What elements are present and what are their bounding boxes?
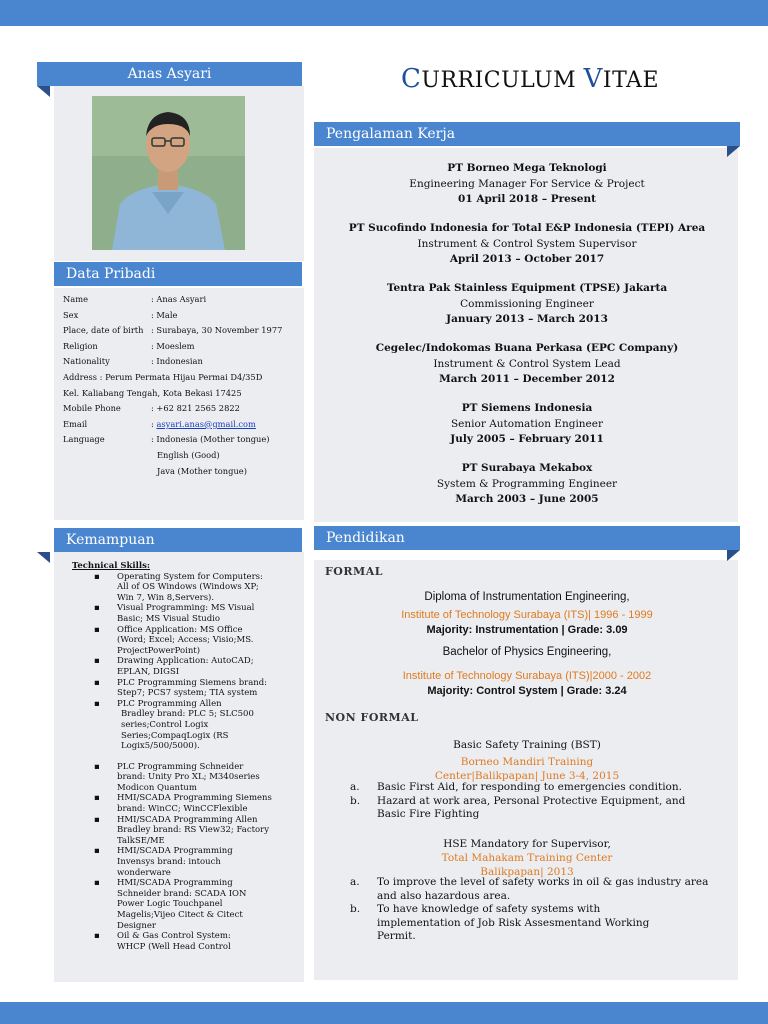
skill-item [62,603,302,624]
skill-line: PLC Programming Schneider [117,761,244,772]
bst-list [350,781,730,822]
skill-line: Magelis;Vijeo Citect & Citect [117,910,243,920]
training-org: Borneo Mandiri Training [460,756,594,768]
experience-item: Tentra Pak Stainless Equipment (TPSE) Jakarta Commissioning Engineer January 2013 – March 2013 [386,282,668,325]
personal-row: Language : Indonesia (Mother tongue) [63,434,270,445]
skill-line: Series;CompaqLogix (RS [121,730,229,741]
training-org: Center|Balikpapan| June 3-4, 2015 [434,770,620,782]
skill-line: HMI/SCADA Programming [117,846,233,857]
bullet-icon: ▪ [94,677,100,688]
experience-item: PT Siemens Indonesia Senior Automation Engineer July 2005 – February 2011 [450,402,604,445]
experience-item: PT Borneo Mega Teknologi Engineering Manager For Service & Project 01 April 2018 – Present [409,162,645,205]
personal-row: Nationality : Indonesian [63,356,203,367]
bullet-icon: ▪ [94,571,100,582]
language-item: Java (Mother tongue) [157,465,247,476]
skill-line: Win 7, Win 8,Servers). [117,592,215,603]
skill-item [62,572,302,604]
skill-line: Office Application: MS Office [117,624,243,635]
skill-line: Modicon Quantum [117,782,197,793]
degree: Diploma of Instrumentation Engineering, [424,591,630,603]
training-org: Balikpapan| 2013 [480,866,574,878]
skill-line: WHCP (Well Head Control [117,941,231,952]
skill-line: HMI/SCADA Programming Allen [117,814,258,825]
institution: Institute of Technology Surabaya (ITS)|2000 - 2002 [402,670,652,682]
skill-line: Oil & Gas Control System: [117,931,231,942]
address-line: Address : Perum Permata Hijau Permai D4/35D [63,372,263,382]
skill-line: PLC Programming Allen [117,698,222,709]
fold-corner [37,262,50,273]
hse-list [350,876,735,944]
training-title: Basic Safety Training (BST) [453,739,601,751]
skill-line: Operating System for Computers: [117,571,263,582]
kemampuan-header: Kemampuan [54,528,302,552]
title-word-2: ITAE [602,68,659,93]
education-item [318,590,736,638]
skill-line: TalkSE/ME [117,835,165,846]
skill-line: Power Logic Touchpanel [117,899,223,910]
skill-item [62,931,302,952]
list-item: b. Hazard at work area, Personal Protective Equipment, and Basic Fire Fighting [350,794,686,820]
data-pribadi-header: Data Pribadi [54,262,302,286]
language-item: English (Good) [157,450,220,460]
title-letter-c: C [401,64,422,94]
title-letter-v: V [583,64,603,94]
skill-line: brand: WinCC; WinCCFlexible [117,804,248,815]
institution: Institute of Technology Surabaya (ITS)| 1996 - 1999 [401,609,653,621]
training-title: HSE Mandatory for Supervisor, [443,838,611,850]
email-link[interactable]: asyari.anas@gmail.com [156,418,256,429]
skill-line: Basic; MS Visual Studio [117,613,220,624]
skill-line: Invensys brand: intouch [117,857,221,868]
name-header: Anas Asyari [37,62,302,86]
skill-line: wonderware [117,867,171,878]
skill-item [62,625,302,657]
personal-info [63,292,298,492]
skill-line: Bradley brand: PLC 5; SLC500 [121,709,254,720]
list-item: a. To improve the level of safety works in oil & gas industry area and also hazardous area. [350,876,709,902]
skills-title: Technical Skills: [72,561,151,571]
personal-row: Religion : Moeslem [63,340,195,351]
skill-item [62,656,302,677]
major: Majority: Instrumentation | Grade: 3.09 [426,624,628,636]
skill-item [62,699,302,752]
personal-row: Mobile Phone : +62 821 2565 2822 [63,403,240,414]
skill-line: ProjectPowerPoint) [117,645,201,656]
skill-line: Designer [117,920,156,931]
skill-line: PLC Programming Siemens brand: [117,677,268,688]
skill-line: Visual Programming: MS Visual [117,603,255,614]
skill-line: HMI/SCADA Programming [117,878,233,889]
personal-row: Sex : Male [63,309,178,320]
skill-line: Bradley brand: RS View32; Factory [117,825,269,836]
skill-item [62,793,302,814]
training-bst [318,738,736,783]
skill-item [62,678,302,699]
fold-corner [37,552,50,563]
top-bar [0,0,768,26]
skill-line: Logix5/500/5000). [121,741,200,752]
profile-photo [92,96,245,250]
education-item [318,645,736,699]
experience-item: Cegelec/Indokomas Buana Perkasa (EPC Company) Instrument & Control System Lead March 2011 – December 2012 [375,342,679,385]
title-word-1: URRICULUM [421,68,584,93]
skill-line: (Word; Excel; Access; Visio;MS. [117,635,254,646]
skill-line: Schneider brand: SCADA ION [117,888,247,899]
bullet-icon: ▪ [94,793,100,804]
personal-row: Place, date of birth : Surabaya, 30 November 1977 [63,325,283,336]
fold-corner [37,86,50,97]
page-title [330,64,730,94]
address-line: Kel. Kaliabang Tengah, Kota Bekasi 17425 [63,387,242,398]
experience-item: PT Surabaya Mekabox System & Programming Engineer March 2003 – June 2005 [436,462,618,505]
degree: Bachelor of Physics Engineering, [442,646,612,658]
bullet-icon: ▪ [94,878,100,889]
bullet-icon: ▪ [94,698,100,709]
training-hse [318,837,736,879]
bullet-icon: ▪ [94,656,100,667]
skill-line: HMI/SCADA Programming Siemens [117,793,272,804]
skill-item [62,815,302,847]
pendidikan-header: Pendidikan [314,526,740,550]
formal-label: FORMAL [325,565,383,578]
fold-corner [727,146,740,157]
pengalaman-header: Pengalaman Kerja [314,122,740,146]
nonformal-label: NON FORMAL [325,711,419,724]
list-item: a. Basic First Aid, for responding to emergencies condition. [350,781,682,793]
experience-item: PT Sucofindo Indonesia for Total E&P Indonesia (TEPI) Area Instrument & Control System Supervisor April 2013 – October 2017 [348,222,706,265]
skill-line: Step7; PCS7 system; TIA system [117,688,258,699]
bullet-icon: ▪ [94,846,100,857]
skill-line: series;Control Logix [121,719,209,730]
fold-corner [727,550,740,561]
personal-row: Email : asyari.anas@gmail.com [63,418,256,429]
skill-item [62,762,302,794]
bullet-icon: ▪ [94,761,100,772]
skill-item [62,878,302,931]
bullet-icon: ▪ [94,624,100,635]
list-item: b. To have knowledge of safety systems with implementation of Job Risk Assesmentand Working Permit. [350,903,650,942]
bottom-bar [0,1002,768,1024]
person-photo-icon [92,96,245,250]
bullet-icon: ▪ [94,814,100,825]
skill-line: EPLAN, DIGSI [117,666,180,677]
bullet-icon: ▪ [94,931,100,942]
skills-list [62,561,302,952]
skill-line: All of OS Windows (Windows XP; [117,582,259,593]
personal-row: Name : Anas Asyari [63,294,207,304]
skill-line: brand: Unity Pro XL; M340series [117,772,260,783]
major: Majority: Control System | Grade: 3.24 [427,685,627,697]
skill-item [62,846,302,878]
training-org: Total Mahakam Training Center [441,852,613,864]
skill-line: Drawing Application: AutoCAD; [117,656,254,667]
bullet-icon: ▪ [94,603,100,614]
